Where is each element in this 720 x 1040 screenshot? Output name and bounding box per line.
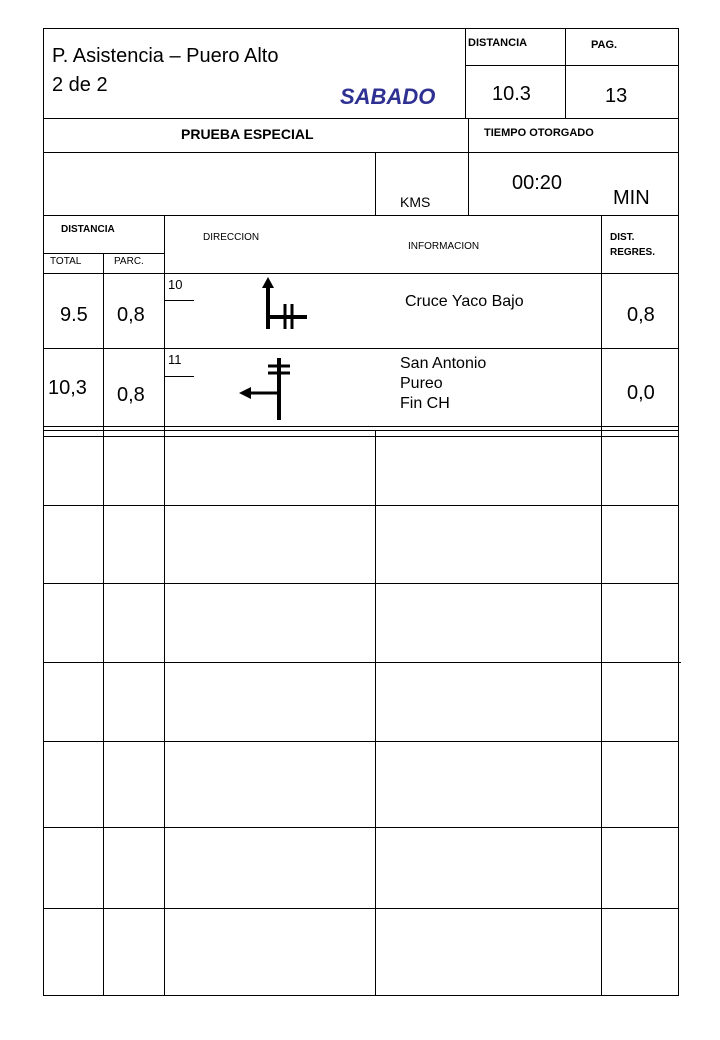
row-divider-8: [43, 827, 679, 828]
col-distance: DISTANCIA: [61, 224, 115, 235]
page-box-left: [565, 28, 566, 119]
row-number-box: 11: [164, 349, 194, 377]
frame-left: [43, 28, 44, 996]
row-divider-2: [43, 426, 679, 427]
info-line: San Antonio: [400, 355, 487, 372]
row-remaining: 0,0: [627, 382, 655, 404]
col-dist-regres-2: REGRES.: [610, 247, 656, 258]
row-divider-3: [43, 436, 679, 437]
day-label: SABADO: [340, 84, 436, 109]
frame-bottom: [43, 995, 679, 996]
time-label: TIEMPO OTORGADO: [484, 127, 594, 139]
row-partial: 0,8: [117, 384, 145, 406]
row-divider-7: [43, 741, 679, 742]
col-total: TOTAL: [50, 256, 82, 267]
header-divider-1: [43, 118, 679, 119]
info-line: Fin CH: [400, 395, 450, 412]
col-direction: DIRECCION: [203, 232, 260, 243]
col-line-info: [375, 430, 376, 996]
header-divider-2: [43, 152, 679, 153]
distance-box-left: [465, 28, 466, 119]
row-remaining: 0,8: [627, 304, 655, 326]
straight-ahead-arrow-icon: [255, 274, 315, 334]
row-info: [405, 292, 524, 312]
turn-left-arrow-icon: [235, 354, 295, 424]
row-partial: 0,8: [117, 304, 145, 326]
col-line-regres: [601, 215, 602, 996]
kms-box-left: [375, 152, 376, 216]
col-line-partial: [164, 215, 165, 996]
row-divider-6: [43, 662, 681, 663]
distance-label: DISTANCIA: [468, 37, 528, 49]
row-total: 10,3: [48, 377, 87, 399]
time-box-left: [468, 118, 469, 216]
distance-value: 10.3: [492, 83, 531, 105]
page-label: PAG.: [591, 39, 618, 51]
col-line-total: [103, 253, 104, 996]
col-partial: PARC.: [114, 256, 144, 267]
title-line-1: P. Asistencia – Puero Alto: [52, 45, 279, 67]
info-line: Pureo: [400, 375, 443, 392]
kms-label: KMS: [400, 194, 431, 210]
info-line: Cruce Yaco Bajo: [405, 293, 524, 310]
row-total: 9.5: [60, 304, 88, 326]
distance-under-line: [465, 65, 678, 66]
time-value: 00:20: [512, 172, 563, 194]
row-number-box: 10: [164, 274, 194, 301]
row-divider-9: [43, 908, 679, 909]
col-information: INFORMACION: [408, 241, 480, 252]
frame-top: [43, 28, 679, 29]
frame-right: [678, 28, 679, 996]
header-divider-3: [43, 215, 679, 216]
col-dist-regres-1: DIST.: [610, 232, 635, 243]
row-divider-4: [43, 505, 679, 506]
title-line-2: 2 de 2: [52, 74, 108, 96]
row-divider-2b: [43, 430, 679, 431]
stage-label: PRUEBA ESPECIAL: [181, 126, 314, 142]
row-info: [400, 354, 486, 414]
time-unit: MIN: [613, 187, 650, 209]
row-divider-5: [43, 583, 679, 584]
row-divider-1: [43, 348, 679, 349]
col-header-divider: [43, 273, 679, 274]
page-value: 13: [605, 85, 628, 107]
